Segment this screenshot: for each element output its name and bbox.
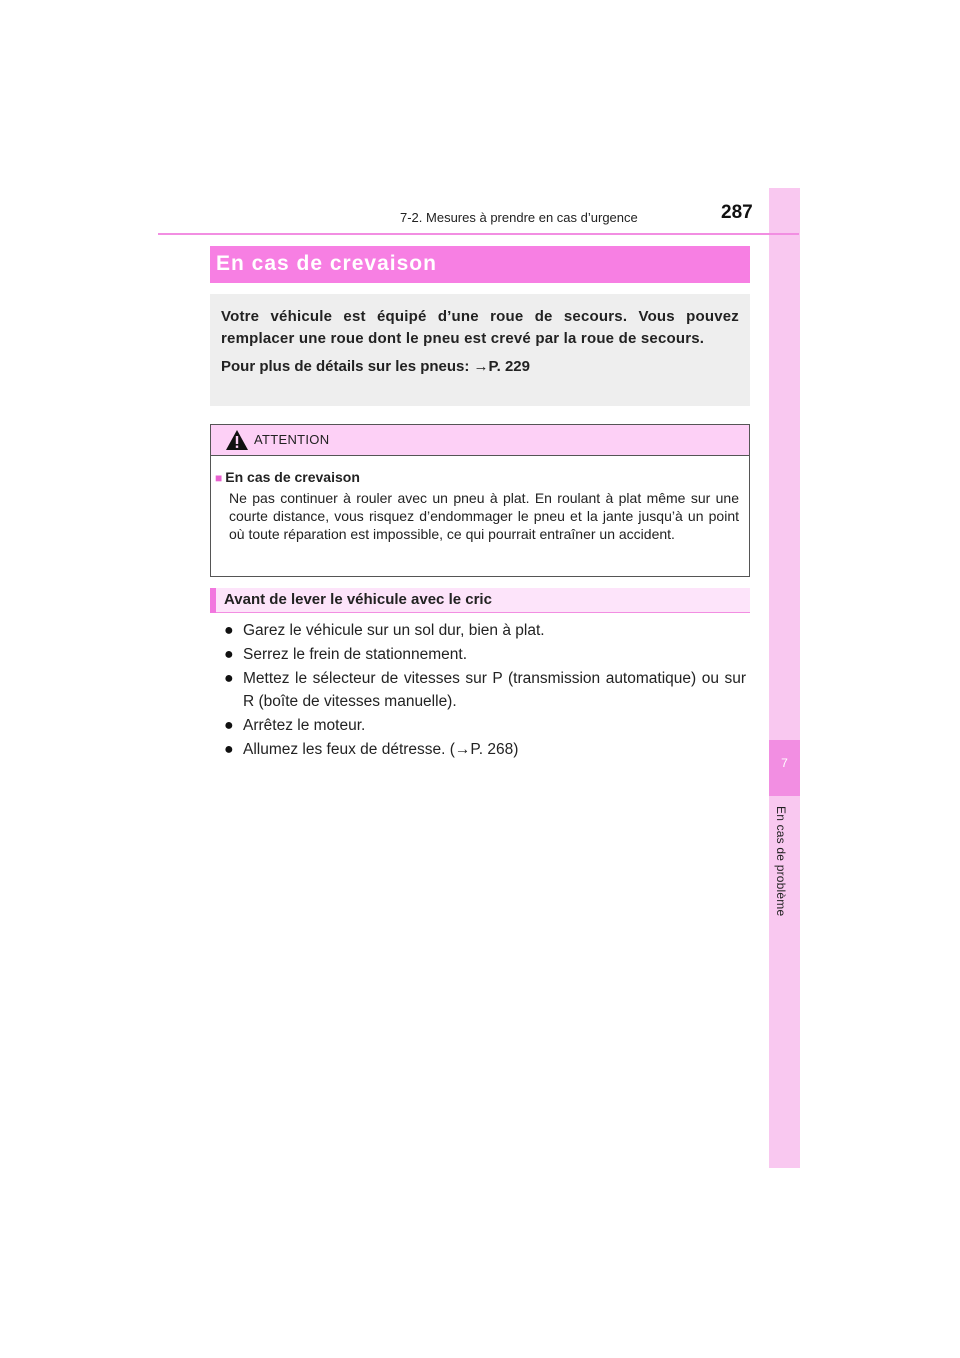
bullet-dot-icon: ● [224,741,234,758]
header-section-title: 7-2. Mesures à prendre en cas d’urgence [400,210,638,225]
bullet-list [224,619,746,762]
square-bullet-icon: ■ [215,471,223,485]
intro-paragraph: Votre véhicule est équipé d’une roue de secours. Vous pouvez remplacer une roue dont le pneu est crevé par la roue de secours. [221,308,739,347]
attention-header [211,425,749,456]
attention-subtitle [215,468,739,487]
intro-reference[interactable]: Pour plus de détails sur les pneus: →P. 229 [221,358,530,375]
page-number: 287 [721,202,753,223]
subsection-title: Avant de lever le véhicule avec le cric [224,591,492,608]
bullet-dot-icon: ● [224,670,234,687]
intro-box [210,294,750,406]
bullet-dot-icon: ● [224,646,234,663]
subsection-bar-accent [210,588,216,613]
attention-body [211,456,749,543]
attention-subtitle-text: En cas de crevaison [225,469,360,485]
warning-triangle-icon [225,429,249,451]
attention-text: Ne pas continuer à rouler avec un pneu à plat. En roulant à plat même sur une courte distance, vous risquez d’endommager le pneu et la jante jusqu’à un point où toute réparation est impossible, ce qui pourrait entraîner un accident. [229,490,739,542]
side-tab-strip [769,188,800,1168]
list-item: ● Arrêtez le moteur. [224,714,746,737]
list-item: ● Garez le véhicule sur un sol dur, bien à plat. [224,619,746,642]
attention-box [210,424,750,577]
side-tab-label: En cas de problème [774,806,788,917]
side-tab-number: 7 [781,756,788,770]
bullet-dot-icon: ● [224,622,234,639]
page-title: En cas de crevaison [216,252,437,275]
list-item: ● Allumez les feux de détresse. (→P. 268) [224,738,746,761]
attention-label: ATTENTION [254,432,330,447]
header-rule [158,233,799,235]
bullet-dot-icon: ● [224,717,234,734]
list-item: ● Mettez le sélecteur de vitesses sur P (transmission automatique) ou sur R (boîte de vitesses manuelle). [224,667,746,713]
list-item: ● Serrez le frein de stationnement. [224,643,746,666]
